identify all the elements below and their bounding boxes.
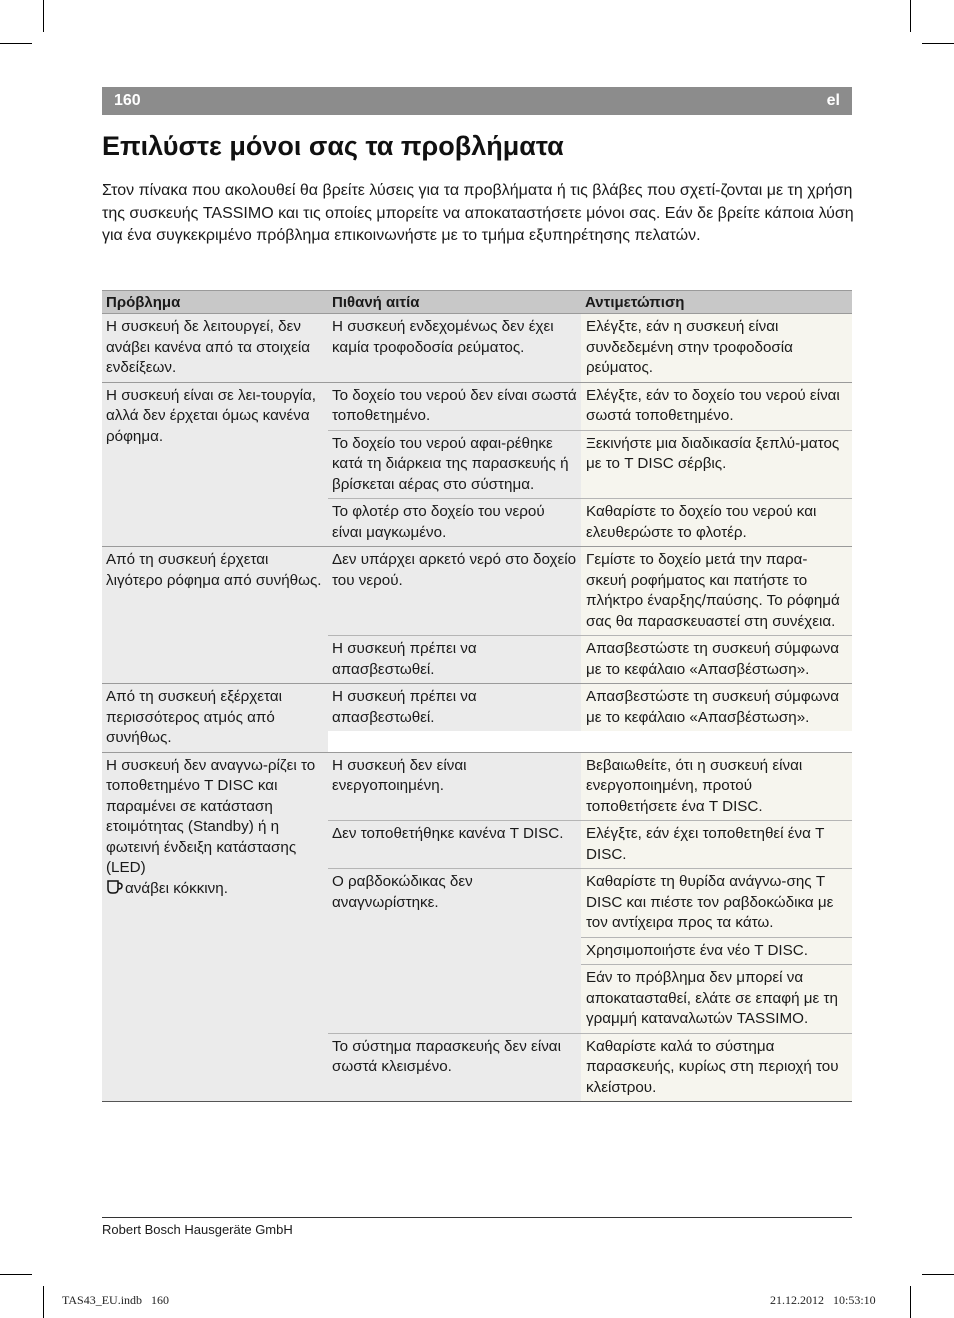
problem-cell: Η συσκευή δε λειτουργεί, δεν ανάβει κανένα από τα στοιχεία ενδείξεων.: [102, 314, 328, 382]
print-slug-file: TAS43_EU.indb 160: [62, 1293, 170, 1307]
cause-cell: Το φλοτέρ στο δοχείο του νερού είναι μαγκωμένο.: [328, 499, 581, 546]
page-title: Επιλύστε μόνοι σας τα προβλήματα: [102, 131, 564, 161]
footer-company: Robert Bosch Hausgeräte GmbH: [102, 1222, 293, 1237]
cause-cell: Δεν υπάρχει αρκετό νερό στο δοχείο του νερού.: [328, 547, 581, 635]
header-cause: Πιθανή αιτία: [332, 294, 420, 311]
cause-cell: Η συσκευή ενδεχομένως δεν έχει καμία τροφοδοσία ρεύματος.: [328, 314, 581, 382]
remedy-cell: Απασβεστώστε τη συσκευή σύμφωνα με το κεφάλαιο «Απασβέστωση».: [581, 684, 852, 731]
crop-mark: [922, 1274, 954, 1275]
intro-paragraph: Στον πίνακα που ακολουθεί θα βρείτε λύσεις για τα προβλήματα ή τις βλάβες που σχετί-ζονται με τη χρήση της συσκευής TASSIMO και τις οποίες μπορείτε να αποκαταστήσετε μόνοι σας. Εάν δε βρείτε κάποια λύση για ένα συγκεκριμένο πρόβλημα επικοινωνήστε με το τμήμα εξυπηρέτησης πελατών.: [102, 182, 854, 244]
cause-cell: Ο ραβδοκώδικας δεν αναγνωρίστηκε.: [328, 869, 581, 1033]
table-row: [102, 753, 852, 1102]
remedy-cell: Ξεκινήστε μια διαδικασία ξεπλύ-ματος με το T DISC σέρβις.: [581, 431, 852, 499]
crop-mark: [0, 43, 32, 44]
problem-cell: [102, 753, 328, 1102]
crop-mark: [43, 0, 44, 32]
remedy-item: Καθαρίστε τη θυρίδα ανάγνω-σης T DISC και πιέστε τον ραβδοκώδικα με τον αντίχειρα προς τα κάτω.: [581, 869, 852, 938]
header-problem: Πρόβλημα: [106, 294, 181, 311]
cause-cell: Η συσκευή πρέπει να απασβεστωθεί.: [328, 684, 581, 731]
remedy-cell-multi: [581, 869, 852, 1033]
problem-text-tail: ανάβει κόκκινη.: [125, 879, 228, 897]
problem-cell: Από τη συσκευή έρχεται λιγότερο ρόφημα από συνήθως.: [102, 547, 328, 683]
table-row: [102, 547, 852, 684]
problem-text: Η συσκευή δεν αναγνω-ρίζει το τοποθετημένο T DISC και παραμένει σε κατάσταση ετοιμότητας (Standby) ή η φωτεινή ένδειξη κατάστασης (LED): [106, 756, 316, 876]
cause-cell: Η συσκευή δεν είναι ενεργοποιημένη.: [328, 753, 581, 821]
crop-mark: [0, 1274, 32, 1275]
troubleshooting-table: [102, 290, 852, 1102]
language-code: el: [826, 92, 840, 109]
remedy-cell: Καθαρίστε καλά το σύστημα παρασκευής, κυρίως στη περιοχή του κλείστρου.: [581, 1034, 852, 1102]
footer-divider: [102, 1217, 852, 1218]
cause-cell: Δεν τοποθετήθηκε κανένα T DISC.: [328, 821, 581, 868]
remedy-cell: Γεμίστε το δοχείο μετά την παρα-σκευή ροφήματος και πατήστε το πλήκτρο έναρξης/παύσης. Το ρόφημά σας θα παρασκευαστεί στη συνέχεια.: [581, 547, 852, 635]
remedy-item: Εάν το πρόβλημα δεν μπορεί να αποκατασταθεί, ελάτε σε επαφή με τη γραμμή καταναλωτών TASSIMO.: [586, 969, 838, 1027]
table-header: [102, 291, 852, 314]
remedy-cell: Ελέγξτε, εάν το δοχείο του νερού είναι σωστά τοποθετημένο.: [581, 383, 852, 430]
crop-mark: [43, 1286, 44, 1318]
page-header-bar: [102, 87, 852, 115]
remedy-cell: Καθαρίστε το δοχείο του νερού και ελευθερώστε το φλοτέρ.: [581, 499, 852, 546]
crop-mark: [910, 1286, 911, 1318]
cause-cell: Η συσκευή πρέπει να απασβεστωθεί.: [328, 636, 581, 683]
crop-mark: [910, 0, 911, 32]
page-number: 160: [114, 92, 141, 109]
table-row: [102, 684, 852, 753]
print-slug-datetime: 21.12.2012 10:53:10: [770, 1293, 876, 1307]
header-remedy: Αντιμετώπιση: [585, 294, 685, 311]
remedy-cell: Ελέγξτε, εάν η συσκευή είναι συνδεδεμένη στην τροφοδοσία ρεύματος.: [581, 314, 852, 382]
problem-cell: Η συσκευή είναι σε λει-τουργία, αλλά δεν έρχεται όμως κανένα ρόφημα.: [102, 383, 328, 547]
crop-mark: [922, 43, 954, 44]
remedy-cell: Ελέγξτε, εάν έχει τοποθετηθεί ένα T DISC.: [581, 821, 852, 868]
cause-cell: Το σύστημα παρασκευής δεν είναι σωστά κλεισμένο.: [328, 1034, 581, 1102]
cause-cell: Το δοχείο του νερού δεν είναι σωστά τοποθετημένο.: [328, 383, 581, 430]
cause-cell: Το δοχείο του νερού αφαι-ρέθηκε κατά τη διάρκεια της παρασκευής ή βρίσκεται αέρας στο σύστημα.: [328, 431, 581, 499]
remedy-cell: Απασβεστώστε τη συσκευή σύμφωνα με το κεφάλαιο «Απασβέστωση».: [581, 636, 852, 683]
remedy-cell: Βεβαιωθείτε, ότι η συσκευή είναι ενεργοποιημένη, προτού τοποθετήσετε ένα T DISC.: [581, 753, 852, 821]
problem-cell: Από τη συσκευή εξέρχεται περισσότερος ατμός από συνήθως.: [102, 684, 328, 752]
table-row: [102, 314, 852, 383]
remedy-item: Χρησιμοποιήστε ένα νέο T DISC.: [581, 938, 852, 966]
cup-status-icon: [106, 879, 123, 895]
table-row: [102, 383, 852, 548]
